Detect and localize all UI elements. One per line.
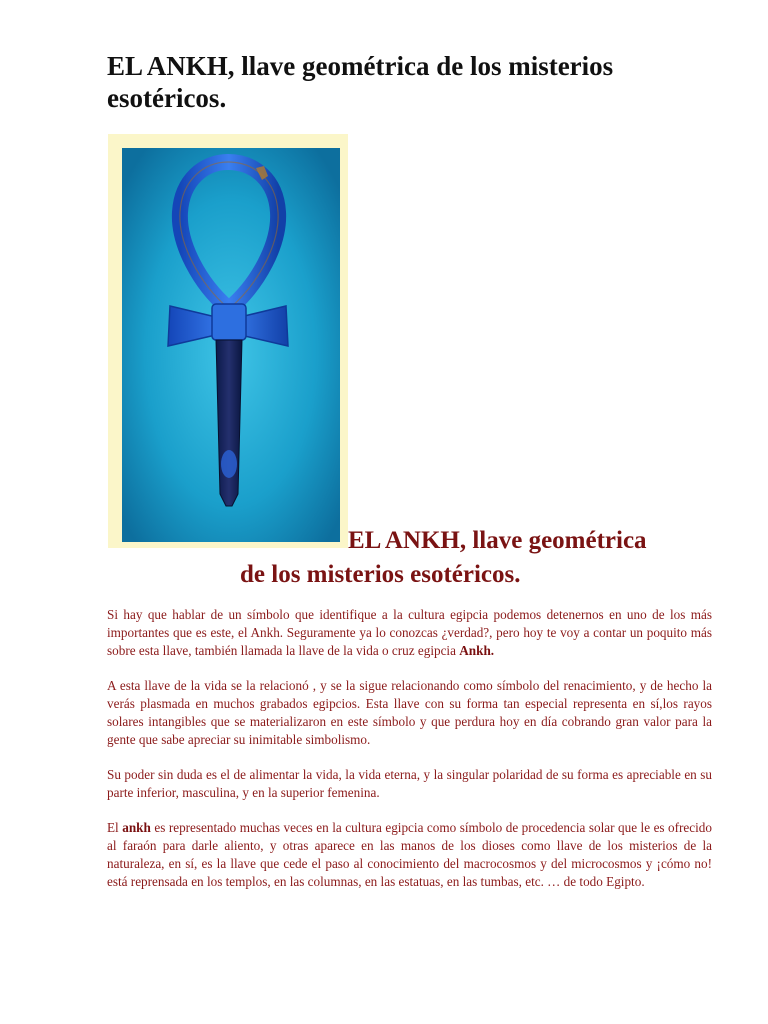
paragraph-1 xyxy=(107,606,712,660)
article-body xyxy=(107,606,712,908)
article-heading-line-1: EL ANKH, llave geométrica xyxy=(348,527,647,554)
paragraph-4-bold: ankh xyxy=(122,820,151,835)
ankh-illustration xyxy=(108,134,348,548)
paragraph-4-text: El xyxy=(107,820,123,835)
page-title: EL ANKH, llave geométrica de los misterios esotéricos. xyxy=(107,51,614,113)
paragraph-1-text: Si hay que hablar de un símbolo que identifique a la cultura egipcia podemos detenernos en uno de los más importantes que es este, el Ankh. Seguramente ya lo conozcas ¿verdad?, pero hoy te voy a contar un poquito más sobre esta llave, también llamada la llave de la vida o cruz egipcia xyxy=(107,607,712,658)
paragraph-4-tail: es representado muchas veces en la cultura egipcia como símbolo de procedencia solar que le es ofrecido al faraón para darle aliento, y otras aparece en las manos de los dioses como llave de los misterios de la naturaleza, en sí, es la llave que cede el paso al conocimiento del macrocosmos y del microcosmos y ¡cómo no! está reprensada en los templos, en las columnas, en las estatuas, en las tumbas, etc. … de todo Egipto. xyxy=(107,820,712,889)
paragraph-1-bold: Ankh. xyxy=(459,643,495,658)
paragraph-2-text: A esta llave de la vida se la relacionó , y se la sigue relacionando como símbolo del renacimiento, y de hecho la verás plasmada en muchos grabados egipcios. Esta llave con su forma tan especial representa en sí,los rayos solares intangibles que se materializaron en este símbolo y que perdura hoy en día cobrando gran valor para la gente que sabe apreciar su inimitable simbolismo. xyxy=(107,678,712,747)
ankh-image xyxy=(108,134,348,548)
paragraph-3-text: Su poder sin duda es el de alimentar la vida, la vida eterna, y la singular polaridad de su forma es apreciable en su parte inferior, masculina, y en la superior femenina. xyxy=(107,767,712,800)
article-heading-line-2: de los misterios esotéricos. xyxy=(240,561,521,588)
paragraph-3 xyxy=(107,766,712,802)
paragraph-4 xyxy=(107,819,712,891)
paragraph-2 xyxy=(107,677,712,749)
